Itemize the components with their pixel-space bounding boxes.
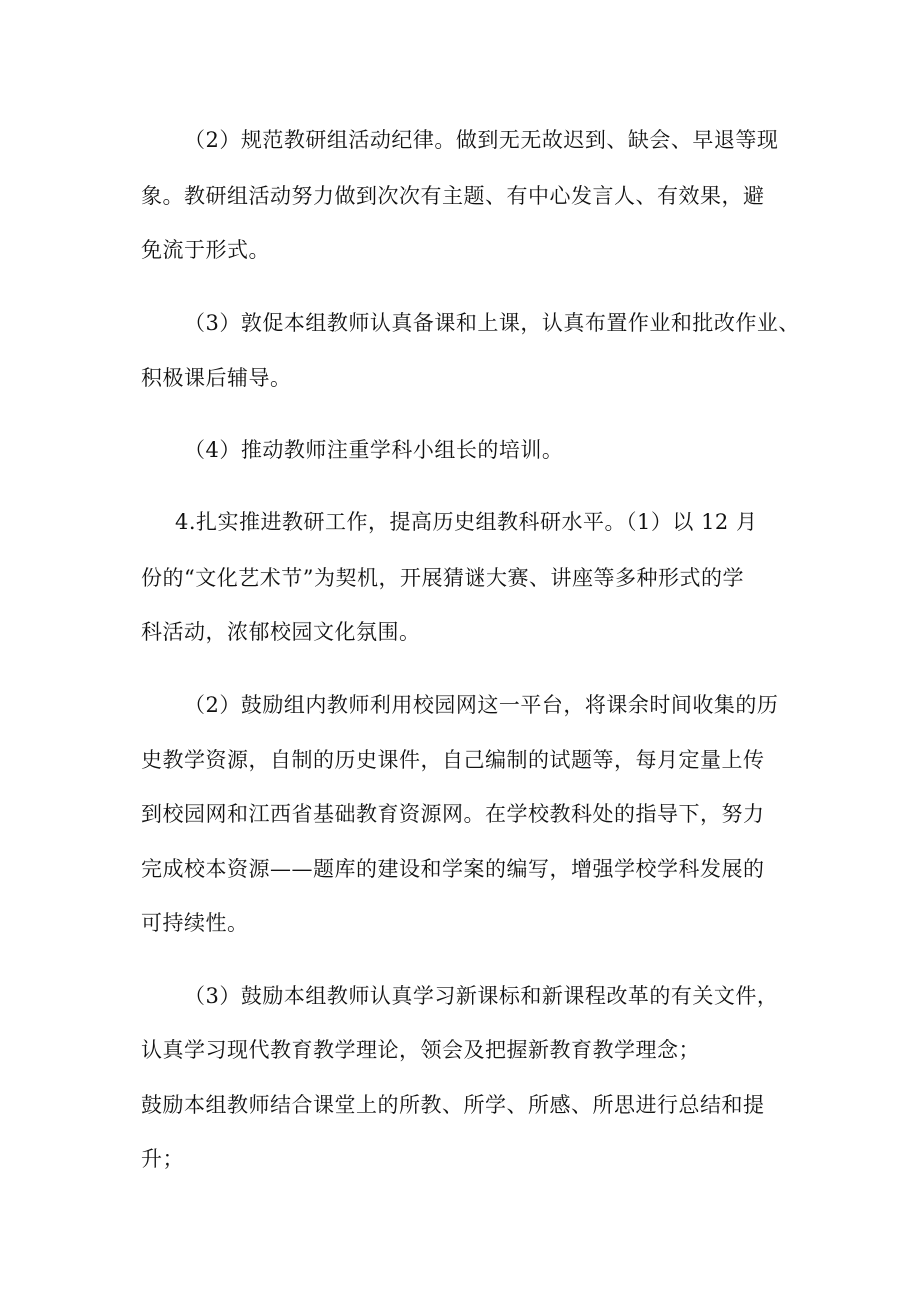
paragraph-4-line-2: 份的“文化艺术节”为契机，开展猜谜大赛、讲座等多种形式的学 (141, 566, 744, 590)
paragraph-2-line-2: 积极课后辅导。 (141, 366, 292, 390)
paragraph-5-line-2: 史教学资源，自制的历史课件，自己编制的试题等，每月定量上传 (141, 748, 765, 772)
paragraph-1-line-3: 免流于形式。 (141, 238, 270, 262)
paragraph-1-line-1: （2）规范教研组活动纪律。做到无无故迟到、缺会、早退等现 (184, 128, 779, 152)
paragraph-5-line-4: 完成校本资源——题库的建设和学案的编写，增强学校学科发展的 (141, 857, 765, 881)
paragraph-3-line-1: （4）推动教师注重学科小组长的培训。 (184, 438, 564, 462)
paragraph-6-line-4: 升； (141, 1147, 184, 1171)
paragraph-4-line-3: 科活动，浓郁校园文化氛围。 (141, 620, 421, 644)
paragraph-2-line-1: （3）敦促本组教师认真备课和上课，认真布置作业和批改作业、 (184, 311, 800, 335)
paragraph-5-line-1: （2）鼓励组内教师利用校园网这一平台，将课余时间收集的历 (184, 693, 779, 717)
paragraph-6-line-3: 鼓励本组教师结合课堂上的所教、所学、所感、所思进行总结和提 (141, 1093, 765, 1117)
paragraph-6-line-1: （3）鼓励本组教师认真学习新课标和新课程改革的有关文件， (184, 984, 779, 1008)
paragraph-5-line-5: 可持续性。 (141, 911, 249, 935)
paragraph-4-line-1: 4.扎实推进教研工作，提高历史组教科研水平。（1）以 12 月 (175, 510, 758, 534)
paragraph-1-line-2: 象。教研组活动努力做到次次有主题、有中心发言人、有效果，避 (141, 184, 765, 208)
paragraph-5-line-3: 到校园网和江西省基础教育资源网。在学校教科处的指导下，努力 (141, 802, 765, 826)
paragraph-6-line-2: 认真学习现代教育教学理论，领会及把握新教育教学理念； (141, 1038, 700, 1062)
